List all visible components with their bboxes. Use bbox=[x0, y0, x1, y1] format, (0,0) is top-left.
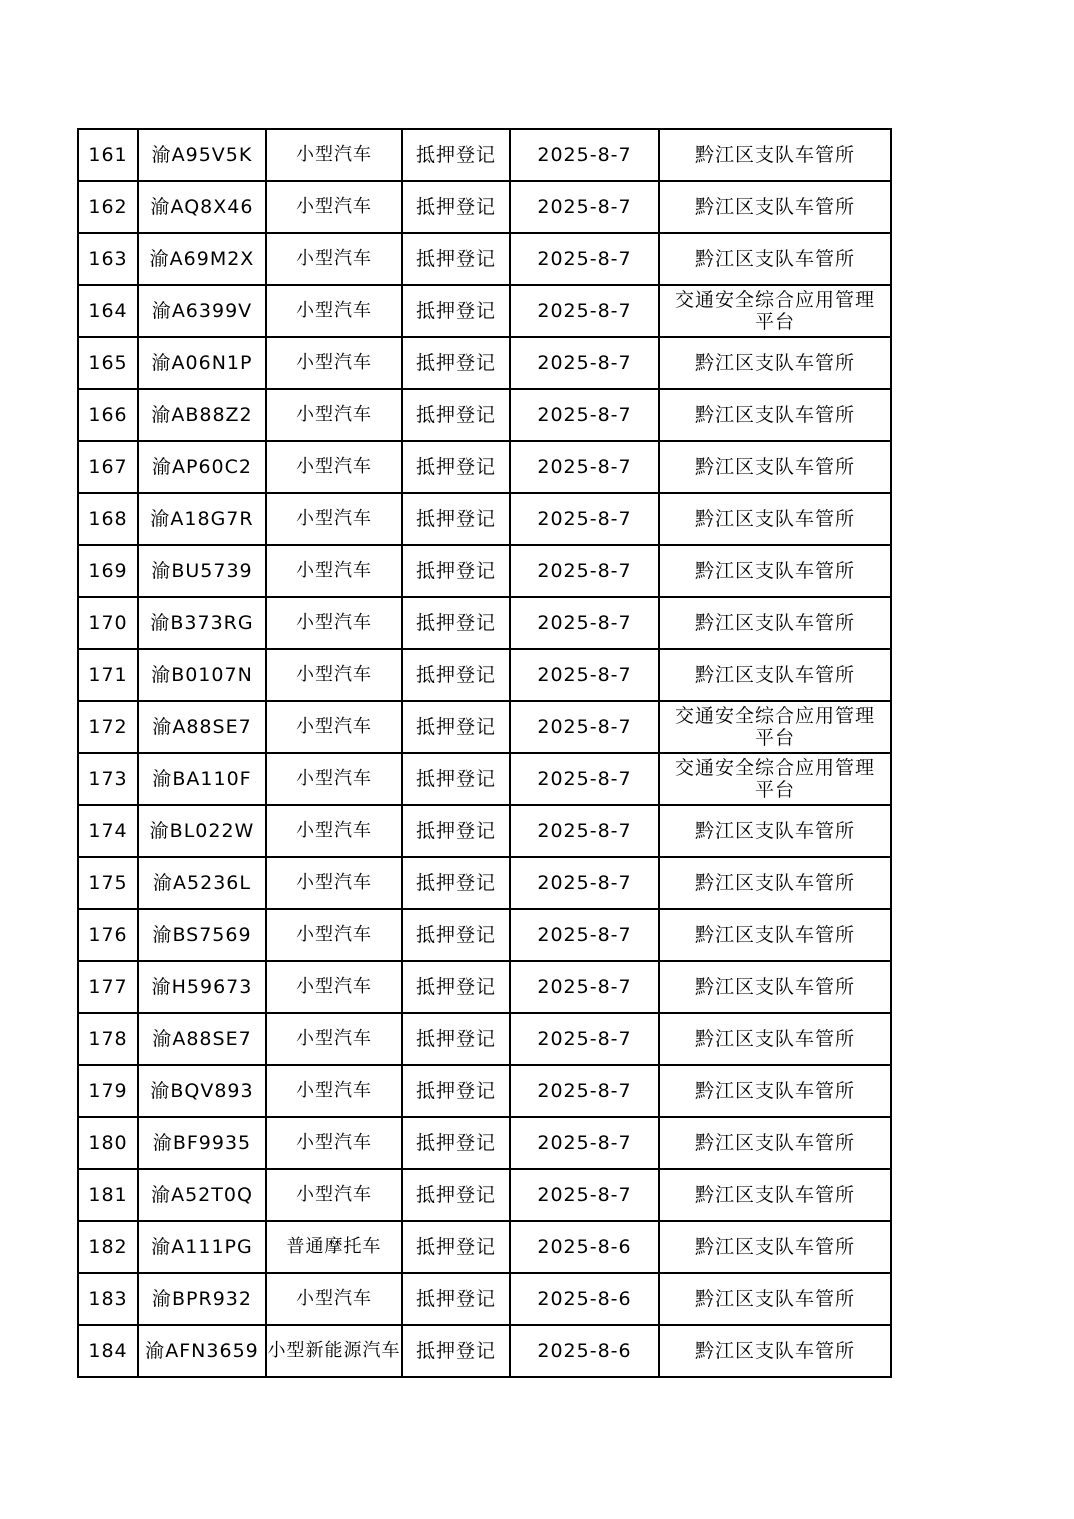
table-row bbox=[78, 753, 891, 805]
business-type-cell: 抵押登记 bbox=[402, 597, 510, 649]
vehicle-type-cell: 小型汽车 bbox=[266, 805, 402, 857]
table-row bbox=[78, 857, 891, 909]
business-type-cell: 抵押登记 bbox=[402, 493, 510, 545]
row-number-cell: 169 bbox=[78, 545, 138, 597]
business-type-cell: 抵押登记 bbox=[402, 1169, 510, 1221]
plate-number-cell: 渝B0107N bbox=[138, 649, 266, 701]
business-type-cell: 抵押登记 bbox=[402, 1325, 510, 1377]
office-cell: 黔江区支队车管所 bbox=[659, 493, 891, 545]
date-cell: 2025-8-6 bbox=[510, 1325, 659, 1377]
business-type-cell: 抵押登记 bbox=[402, 805, 510, 857]
vehicle-type-cell: 小型汽车 bbox=[266, 753, 402, 805]
business-type-cell: 抵押登记 bbox=[402, 857, 510, 909]
plate-number-cell: 渝BPR932 bbox=[138, 1273, 266, 1325]
plate-number-cell: 渝BQV893 bbox=[138, 1065, 266, 1117]
office-cell: 黔江区支队车管所 bbox=[659, 545, 891, 597]
plate-number-cell: 渝BS7569 bbox=[138, 909, 266, 961]
vehicle-type-cell: 小型汽车 bbox=[266, 1065, 402, 1117]
vehicle-type-cell: 小型汽车 bbox=[266, 701, 402, 753]
table-row bbox=[78, 1325, 891, 1377]
plate-number-cell: 渝A95V5K bbox=[138, 129, 266, 181]
plate-number-cell: 渝AB88Z2 bbox=[138, 389, 266, 441]
plate-number-cell: 渝A06N1P bbox=[138, 337, 266, 389]
date-cell: 2025-8-7 bbox=[510, 753, 659, 805]
business-type-cell: 抵押登记 bbox=[402, 753, 510, 805]
row-number-cell: 163 bbox=[78, 233, 138, 285]
date-cell: 2025-8-7 bbox=[510, 597, 659, 649]
row-number-cell: 178 bbox=[78, 1013, 138, 1065]
row-number-cell: 175 bbox=[78, 857, 138, 909]
vehicle-type-cell: 小型汽车 bbox=[266, 181, 402, 233]
date-cell: 2025-8-7 bbox=[510, 857, 659, 909]
row-number-cell: 168 bbox=[78, 493, 138, 545]
table-row bbox=[78, 285, 891, 337]
records-body bbox=[78, 129, 891, 1377]
table-row bbox=[78, 701, 891, 753]
business-type-cell: 抵押登记 bbox=[402, 701, 510, 753]
date-cell: 2025-8-7 bbox=[510, 701, 659, 753]
business-type-cell: 抵押登记 bbox=[402, 441, 510, 493]
office-cell: 黔江区支队车管所 bbox=[659, 909, 891, 961]
office-cell: 交通安全综合应用管理平台 bbox=[659, 285, 891, 337]
business-type-cell: 抵押登记 bbox=[402, 1117, 510, 1169]
table-row bbox=[78, 805, 891, 857]
plate-number-cell: 渝AQ8X46 bbox=[138, 181, 266, 233]
row-number-cell: 177 bbox=[78, 961, 138, 1013]
table-row bbox=[78, 909, 891, 961]
row-number-cell: 171 bbox=[78, 649, 138, 701]
date-cell: 2025-8-7 bbox=[510, 337, 659, 389]
business-type-cell: 抵押登记 bbox=[402, 337, 510, 389]
row-number-cell: 180 bbox=[78, 1117, 138, 1169]
plate-number-cell: 渝B373RG bbox=[138, 597, 266, 649]
business-type-cell: 抵押登记 bbox=[402, 1221, 510, 1273]
date-cell: 2025-8-7 bbox=[510, 805, 659, 857]
date-cell: 2025-8-7 bbox=[510, 1065, 659, 1117]
office-cell: 黔江区支队车管所 bbox=[659, 597, 891, 649]
vehicle-type-cell: 小型汽车 bbox=[266, 389, 402, 441]
business-type-cell: 抵押登记 bbox=[402, 1013, 510, 1065]
office-cell: 黔江区支队车管所 bbox=[659, 857, 891, 909]
office-cell: 黔江区支队车管所 bbox=[659, 129, 891, 181]
business-type-cell: 抵押登记 bbox=[402, 285, 510, 337]
date-cell: 2025-8-6 bbox=[510, 1221, 659, 1273]
vehicle-type-cell: 小型汽车 bbox=[266, 1273, 402, 1325]
row-number-cell: 167 bbox=[78, 441, 138, 493]
office-cell: 黔江区支队车管所 bbox=[659, 649, 891, 701]
business-type-cell: 抵押登记 bbox=[402, 1273, 510, 1325]
business-type-cell: 抵押登记 bbox=[402, 389, 510, 441]
office-cell: 黔江区支队车管所 bbox=[659, 389, 891, 441]
plate-number-cell: 渝H59673 bbox=[138, 961, 266, 1013]
row-number-cell: 164 bbox=[78, 285, 138, 337]
business-type-cell: 抵押登记 bbox=[402, 129, 510, 181]
plate-number-cell: 渝BL022W bbox=[138, 805, 266, 857]
office-cell: 黔江区支队车管所 bbox=[659, 1273, 891, 1325]
vehicle-type-cell: 小型汽车 bbox=[266, 441, 402, 493]
table-row bbox=[78, 1013, 891, 1065]
plate-number-cell: 渝BA110F bbox=[138, 753, 266, 805]
records-table bbox=[77, 128, 892, 1378]
table-row bbox=[78, 545, 891, 597]
vehicle-type-cell: 小型汽车 bbox=[266, 337, 402, 389]
row-number-cell: 173 bbox=[78, 753, 138, 805]
row-number-cell: 161 bbox=[78, 129, 138, 181]
office-cell: 交通安全综合应用管理平台 bbox=[659, 753, 891, 805]
vehicle-type-cell: 小型汽车 bbox=[266, 285, 402, 337]
date-cell: 2025-8-7 bbox=[510, 181, 659, 233]
vehicle-type-cell: 小型汽车 bbox=[266, 129, 402, 181]
date-cell: 2025-8-7 bbox=[510, 1013, 659, 1065]
table-row bbox=[78, 1221, 891, 1273]
row-number-cell: 182 bbox=[78, 1221, 138, 1273]
plate-number-cell: 渝AP60C2 bbox=[138, 441, 266, 493]
plate-number-cell: 渝AFN3659 bbox=[138, 1325, 266, 1377]
date-cell: 2025-8-7 bbox=[510, 649, 659, 701]
row-number-cell: 166 bbox=[78, 389, 138, 441]
office-cell: 黔江区支队车管所 bbox=[659, 961, 891, 1013]
table-row bbox=[78, 181, 891, 233]
vehicle-type-cell: 小型汽车 bbox=[266, 545, 402, 597]
vehicle-type-cell: 小型汽车 bbox=[266, 649, 402, 701]
table-row bbox=[78, 597, 891, 649]
date-cell: 2025-8-7 bbox=[510, 1169, 659, 1221]
date-cell: 2025-8-7 bbox=[510, 1117, 659, 1169]
vehicle-type-cell: 小型汽车 bbox=[266, 961, 402, 1013]
business-type-cell: 抵押登记 bbox=[402, 233, 510, 285]
table-row bbox=[78, 961, 891, 1013]
plate-number-cell: 渝A18G7R bbox=[138, 493, 266, 545]
vehicle-type-cell: 小型汽车 bbox=[266, 1169, 402, 1221]
row-number-cell: 179 bbox=[78, 1065, 138, 1117]
business-type-cell: 抵押登记 bbox=[402, 909, 510, 961]
plate-number-cell: 渝BU5739 bbox=[138, 545, 266, 597]
table-row bbox=[78, 337, 891, 389]
plate-number-cell: 渝A52T0Q bbox=[138, 1169, 266, 1221]
business-type-cell: 抵押登记 bbox=[402, 545, 510, 597]
date-cell: 2025-8-7 bbox=[510, 129, 659, 181]
office-cell: 黔江区支队车管所 bbox=[659, 233, 891, 285]
date-cell: 2025-8-6 bbox=[510, 1273, 659, 1325]
office-cell: 交通安全综合应用管理平台 bbox=[659, 701, 891, 753]
table-row bbox=[78, 649, 891, 701]
row-number-cell: 170 bbox=[78, 597, 138, 649]
row-number-cell: 181 bbox=[78, 1169, 138, 1221]
vehicle-type-cell: 小型新能源汽车 bbox=[266, 1325, 402, 1377]
row-number-cell: 162 bbox=[78, 181, 138, 233]
vehicle-type-cell: 小型汽车 bbox=[266, 1013, 402, 1065]
office-cell: 黔江区支队车管所 bbox=[659, 181, 891, 233]
business-type-cell: 抵押登记 bbox=[402, 649, 510, 701]
plate-number-cell: 渝A88SE7 bbox=[138, 701, 266, 753]
vehicle-type-cell: 小型汽车 bbox=[266, 857, 402, 909]
office-cell: 黔江区支队车管所 bbox=[659, 1117, 891, 1169]
row-number-cell: 183 bbox=[78, 1273, 138, 1325]
plate-number-cell: 渝A5236L bbox=[138, 857, 266, 909]
vehicle-type-cell: 小型汽车 bbox=[266, 597, 402, 649]
date-cell: 2025-8-7 bbox=[510, 285, 659, 337]
date-cell: 2025-8-7 bbox=[510, 233, 659, 285]
plate-number-cell: 渝A69M2X bbox=[138, 233, 266, 285]
row-number-cell: 176 bbox=[78, 909, 138, 961]
date-cell: 2025-8-7 bbox=[510, 909, 659, 961]
date-cell: 2025-8-7 bbox=[510, 441, 659, 493]
row-number-cell: 174 bbox=[78, 805, 138, 857]
row-number-cell: 184 bbox=[78, 1325, 138, 1377]
plate-number-cell: 渝A6399V bbox=[138, 285, 266, 337]
office-cell: 黔江区支队车管所 bbox=[659, 337, 891, 389]
table-row bbox=[78, 389, 891, 441]
table-row bbox=[78, 1065, 891, 1117]
row-number-cell: 172 bbox=[78, 701, 138, 753]
vehicle-type-cell: 小型汽车 bbox=[266, 493, 402, 545]
plate-number-cell: 渝A88SE7 bbox=[138, 1013, 266, 1065]
vehicle-type-cell: 小型汽车 bbox=[266, 233, 402, 285]
office-cell: 黔江区支队车管所 bbox=[659, 1221, 891, 1273]
office-cell: 黔江区支队车管所 bbox=[659, 1325, 891, 1377]
plate-number-cell: 渝BF9935 bbox=[138, 1117, 266, 1169]
office-cell: 黔江区支队车管所 bbox=[659, 441, 891, 493]
vehicle-type-cell: 小型汽车 bbox=[266, 909, 402, 961]
vehicle-type-cell: 小型汽车 bbox=[266, 1117, 402, 1169]
business-type-cell: 抵押登记 bbox=[402, 961, 510, 1013]
date-cell: 2025-8-7 bbox=[510, 545, 659, 597]
table-row bbox=[78, 129, 891, 181]
business-type-cell: 抵押登记 bbox=[402, 1065, 510, 1117]
table-row bbox=[78, 441, 891, 493]
table-row bbox=[78, 493, 891, 545]
plate-number-cell: 渝A111PG bbox=[138, 1221, 266, 1273]
business-type-cell: 抵押登记 bbox=[402, 181, 510, 233]
table-row bbox=[78, 233, 891, 285]
date-cell: 2025-8-7 bbox=[510, 493, 659, 545]
row-number-cell: 165 bbox=[78, 337, 138, 389]
table-row bbox=[78, 1273, 891, 1325]
table-row bbox=[78, 1117, 891, 1169]
office-cell: 黔江区支队车管所 bbox=[659, 805, 891, 857]
date-cell: 2025-8-7 bbox=[510, 961, 659, 1013]
office-cell: 黔江区支队车管所 bbox=[659, 1065, 891, 1117]
office-cell: 黔江区支队车管所 bbox=[659, 1169, 891, 1221]
table-row bbox=[78, 1169, 891, 1221]
date-cell: 2025-8-7 bbox=[510, 389, 659, 441]
office-cell: 黔江区支队车管所 bbox=[659, 1013, 891, 1065]
vehicle-type-cell: 普通摩托车 bbox=[266, 1221, 402, 1273]
